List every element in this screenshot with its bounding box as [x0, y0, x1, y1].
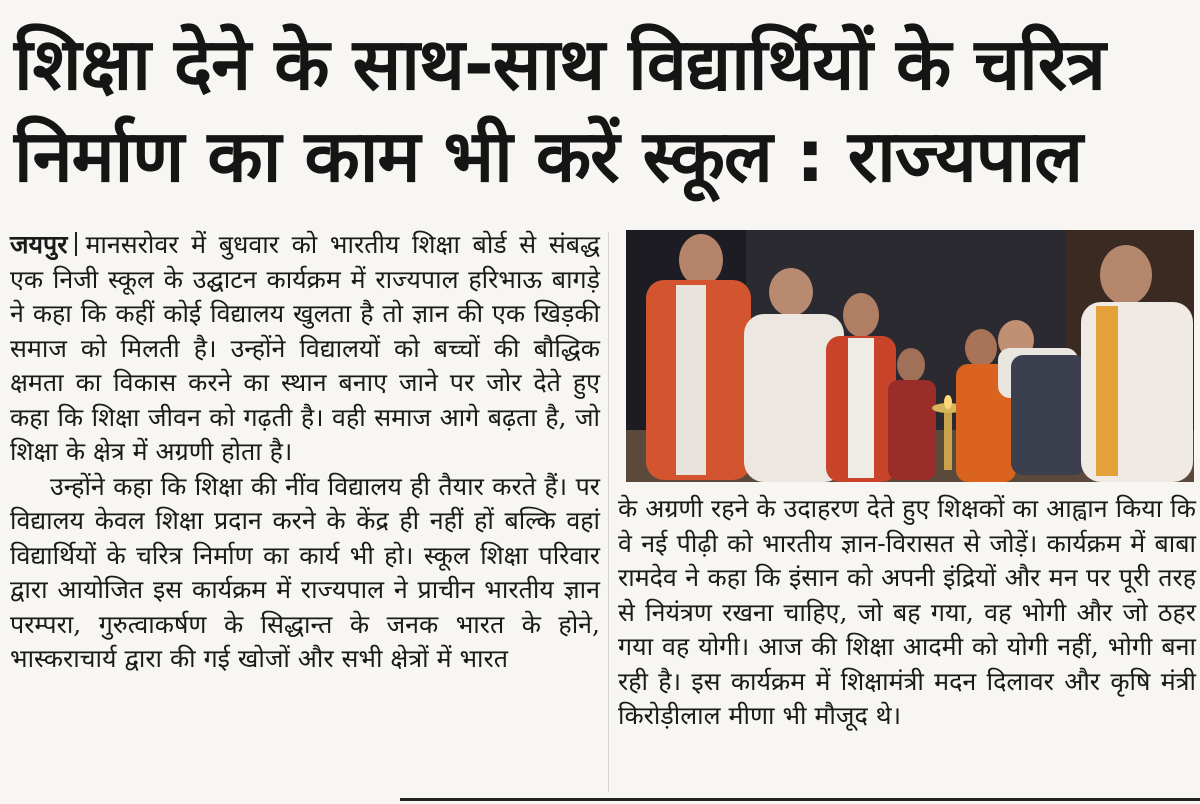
- article-paragraph-1: [10, 228, 600, 470]
- dateline: जयपुर: [10, 230, 68, 259]
- headline-line-1: शिक्षा देने के साथ-साथ विद्यार्थियों के चरित्र: [14, 22, 1105, 106]
- lamp-lighting-ceremony-photo: [626, 230, 1194, 482]
- article-paragraph-3: के अग्रणी रहने के उदाहरण देते हुए शिक्षकों का आह्वान किया कि वे नई पीढ़ी को भारतीय ज्ञान-विरासत से जोड़ें। कार्यक्रम में बाबा रामदेव ने कहा कि इंसान को अपनी इंद्रियों और मन पर पूरी तरह से नियंत्रण रखना चाहिए, जो बह गया, वह भोगी और जो ठहर गया वह योगी। आज की शिक्षा आदमी को योगी नहीं, भोगी बना रही है। इस कार्यक्रम में शिक्षामंत्री मदन दिलावर और कृषि मंत्री किरोड़ीलाल मीणा भी मौजूद थे।: [618, 494, 1196, 730]
- article-paragraph-2: उन्होंने कहा कि शिक्षा की नींव विद्यालय ही तैयार करते हैं। पर विद्यालय केवल शिक्षा प्रदान करने के केंद्र ही नहीं हों बल्कि वहां विद्यार्थियों के चरित्र निर्माण का कार्य भी हो। स्कूल शिक्षा परिवार द्वारा आयोजित इस कार्यक्रम में राज्यपाल ने प्राचीन भारतीय ज्ञान परम्परा, गुरुत्वाकर्षण के सिद्धान्त के जनक भारत के होने, भास्कराचार्य द्वारा की गई खोजों और सभी क्षेत्रों में भारत: [10, 471, 600, 673]
- paragraph-1-text: मानसरोवर में बुधवार को भारतीय शिक्षा बोर्ड से संबद्ध एक निजी स्कूल के उद्घाटन कार्यक्रम में राज्यपाल हरिभाऊ बागड़े ने कहा कि कहीं कोई विद्यालय खुलता है तो ज्ञान की एक खिड़की समाज को मिलती है। उन्होंने विद्यालयों को बच्चों की बौद्धिक क्षमता का विकास करने का स्थान बनाए जाने पर जोर देते हुए कहा कि शिक्षा जीवन को गढ़ती है। वही समाज आगे बढ़ता है, जो शिक्षा के क्षेत्र में अग्रणी होता है।: [10, 230, 600, 466]
- event-photo: [626, 230, 1194, 482]
- dateline-separator: [75, 232, 77, 256]
- article-headline: [14, 18, 1186, 202]
- article-column-right: [618, 492, 1196, 734]
- bottom-rule: [400, 798, 1200, 801]
- headline-line-2: निर्माण का काम भी करें स्कूल : राज्यपाल: [14, 114, 1083, 198]
- article-column-left: [10, 228, 600, 677]
- column-divider: [608, 232, 609, 792]
